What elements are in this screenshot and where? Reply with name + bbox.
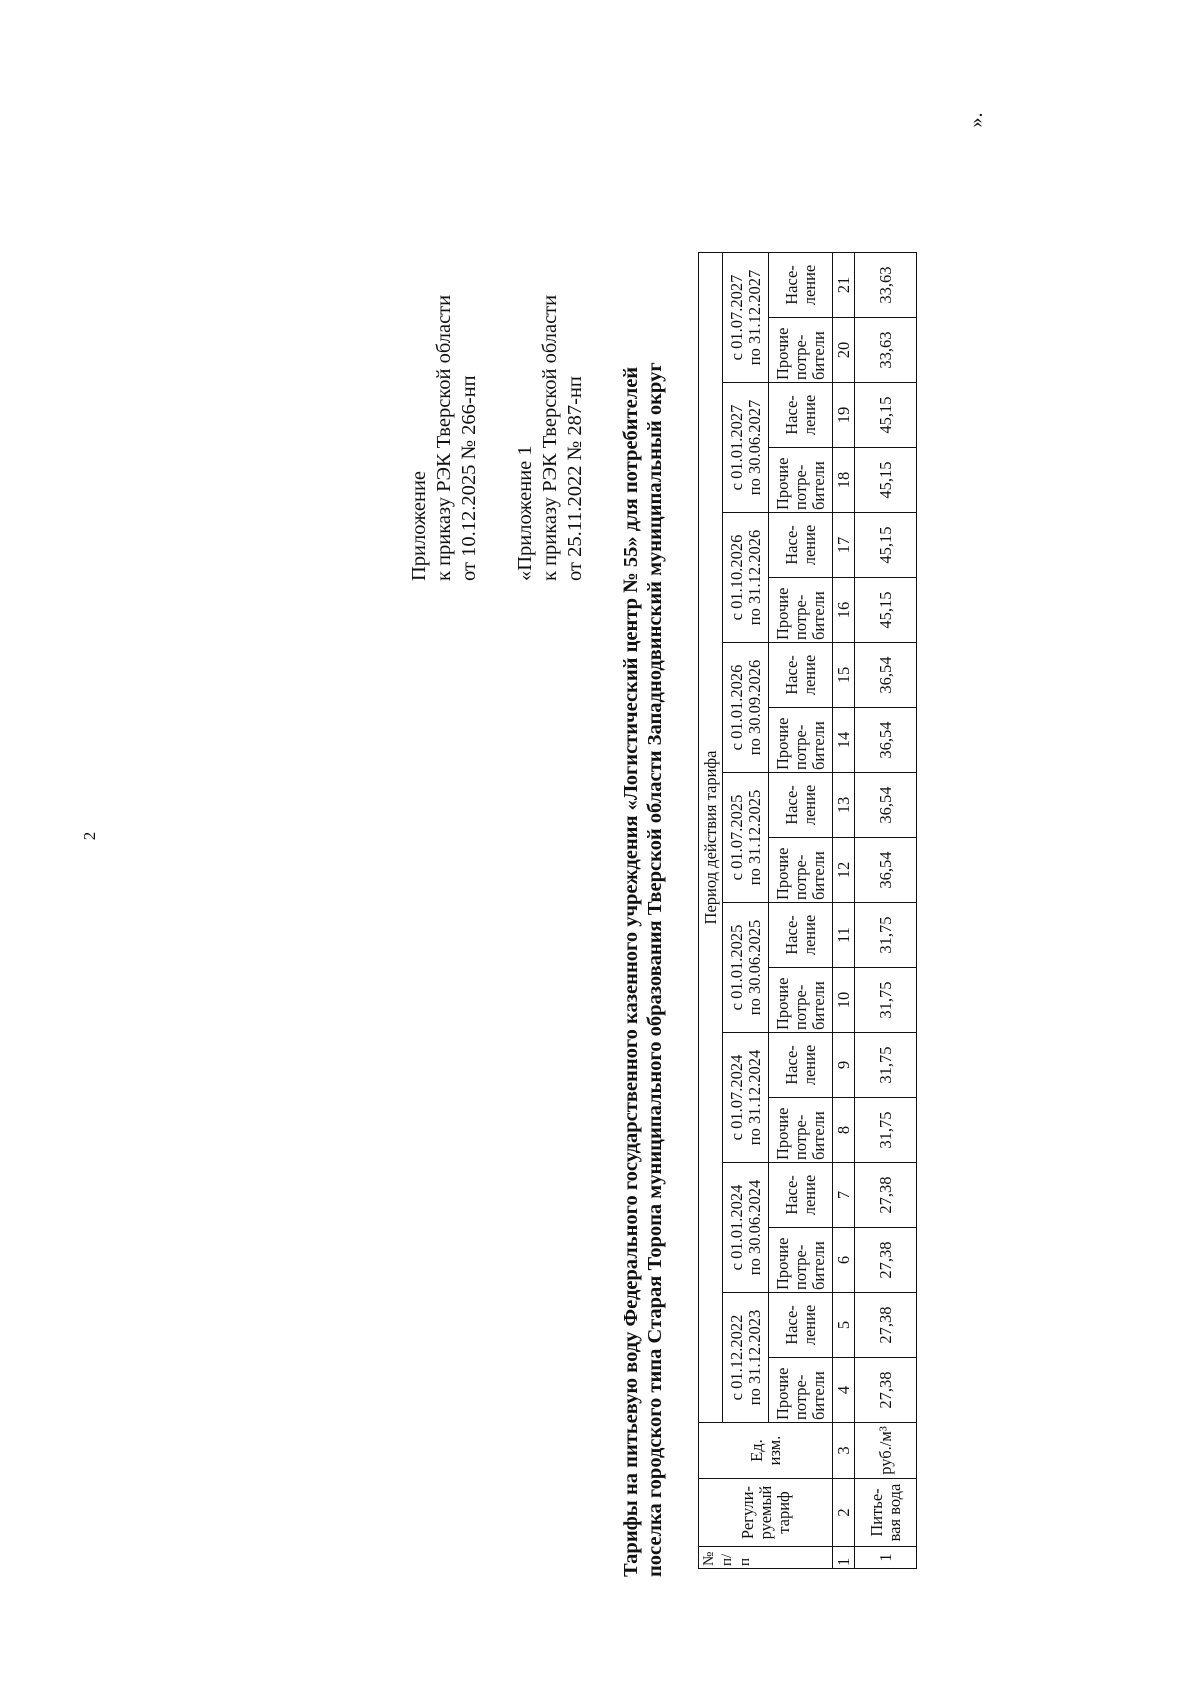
subheader-population: Насе- ление (769, 513, 833, 578)
period-header (723, 643, 769, 773)
subheader-other-consumers: Прочие потре- бители (769, 1228, 833, 1293)
subheader-other-consumers: Прочие потре- бители (769, 1358, 833, 1423)
subheader-other-consumers: Прочие потре- бители (769, 838, 833, 903)
tariff-value: 31,75 (855, 903, 917, 968)
tariff-value: 27,38 (855, 1163, 917, 1228)
period-from: с 01.01.2027 (726, 404, 746, 491)
subheader-population: Насе- ление (769, 253, 833, 318)
column-number: 18 (833, 448, 855, 513)
rotated-document-content (365, 105, 985, 1605)
column-number: 11 (833, 903, 855, 968)
column-number: 15 (833, 643, 855, 708)
tariff-value: 31,75 (855, 968, 917, 1033)
column-number: 8 (833, 1098, 855, 1163)
tariff-value: 45,15 (855, 383, 917, 448)
period-header (723, 383, 769, 513)
column-number: 16 (833, 578, 855, 643)
subheader-other-consumers: Прочие потре- бители (769, 708, 833, 773)
column-number: 1 (833, 1547, 855, 1569)
period-header (723, 1163, 769, 1293)
title-line: Тарифы на питьевую воду Федерального государственного казенного учреждения «Логистический центр № 55» для потребителей (620, 366, 642, 1577)
column-number: 4 (833, 1358, 855, 1423)
column-number: 3 (833, 1423, 855, 1479)
period-header (723, 773, 769, 903)
subheader-population: Насе- ление (769, 1163, 833, 1228)
period-from: с 01.01.2025 (726, 924, 746, 1011)
period-to: по 30.06.2027 (744, 399, 764, 496)
period-header (723, 253, 769, 383)
tariff-value: 31,75 (855, 1033, 917, 1098)
header-no: № п/п (699, 1547, 833, 1569)
appendix-line: от 10.12.2025 № 266-нп (458, 375, 480, 581)
subheader-population: Насе- ление (769, 1033, 833, 1098)
page-number: 2 (80, 831, 99, 841)
column-number: 13 (833, 773, 855, 838)
tariff-value: 31,75 (855, 1098, 917, 1163)
column-number: 2 (833, 1479, 855, 1547)
period-from: с 01.10.2026 (726, 534, 746, 621)
subheader-other-consumers: Прочие потре- бители (769, 318, 833, 383)
tariff-value: 33,63 (855, 318, 917, 383)
column-number: 17 (833, 513, 855, 578)
column-number: 10 (833, 968, 855, 1033)
tariff-value: 27,38 (855, 1228, 917, 1293)
column-number: 12 (833, 838, 855, 903)
subheader-population: Насе- ление (769, 643, 833, 708)
period-header (723, 1033, 769, 1163)
period-from: с 01.12.2022 (726, 1314, 746, 1401)
tariff-value: 45,15 (855, 448, 917, 513)
column-number: 7 (833, 1163, 855, 1228)
period-to: по 30.06.2025 (744, 919, 764, 1016)
period-header (723, 903, 769, 1033)
subheader-other-consumers: Прочие потре- бители (769, 1098, 833, 1163)
row-unit: руб./м³ (855, 1423, 917, 1479)
period-to: по 31.12.2023 (744, 1309, 764, 1406)
period-from: с 01.07.2024 (726, 1054, 746, 1141)
tariff-value: 36,54 (855, 838, 917, 903)
header-period: Период действия тарифа (699, 253, 723, 1423)
subheader-other-consumers: Прочие потре- бители (769, 578, 833, 643)
appendix-line: к приказу РЭК Тверской области (433, 294, 455, 581)
header-regulated-tariff: Регули- руемый тариф (699, 1479, 833, 1547)
period-from: с 01.01.2026 (726, 664, 746, 751)
row-tariff-name: Питье- вая вода (855, 1479, 917, 1547)
original-appendix-line: от 25.11.2022 № 287-нп (564, 376, 586, 581)
subheader-other-consumers: Прочие потре- бители (769, 448, 833, 513)
subheader-other-consumers: Прочие потре- бители (769, 968, 833, 1033)
period-from: с 01.01.2024 (726, 1184, 746, 1271)
column-number: 21 (833, 253, 855, 318)
period-header (723, 513, 769, 643)
tariff-value: 45,15 (855, 513, 917, 578)
row-no: 1 (855, 1547, 917, 1569)
column-number: 14 (833, 708, 855, 773)
column-number: 5 (833, 1293, 855, 1358)
subheader-population: Насе- ление (769, 383, 833, 448)
column-number: 6 (833, 1228, 855, 1293)
tariff-value: 27,38 (855, 1358, 917, 1423)
document-title (619, 362, 667, 1577)
column-number: 19 (833, 383, 855, 448)
period-to: по 31.12.2026 (744, 529, 764, 626)
period-to: по 31.12.2027 (744, 269, 764, 366)
original-appendix-line: к приказу РЭК Тверской области (539, 294, 561, 581)
tariff-value: 33,63 (855, 253, 917, 318)
period-to: по 30.09.2026 (744, 659, 764, 756)
period-to: по 31.12.2025 (744, 789, 764, 886)
table-row (855, 253, 917, 1569)
tariff-value: 45,15 (855, 578, 917, 643)
tariff-value: 36,54 (855, 773, 917, 838)
tariff-value: 27,38 (855, 1293, 917, 1358)
appendix-line: Приложение (408, 470, 430, 581)
original-appendix-line: «Приложение 1 (514, 445, 536, 581)
column-number: 9 (833, 1033, 855, 1098)
period-to: по 31.12.2024 (744, 1049, 764, 1146)
period-from: с 01.07.2027 (726, 274, 746, 361)
title-line: поселка городского типа Старая Торопа муниципального образования Тверской области Западнодвинский муниципальный округ (644, 362, 666, 1577)
tariff-value: 36,54 (855, 708, 917, 773)
subheader-population: Насе- ление (769, 903, 833, 968)
period-from: с 01.07.2025 (726, 794, 746, 881)
subheader-population: Насе- ление (769, 773, 833, 838)
table-header-row (699, 253, 723, 1569)
tariff-value: 36,54 (855, 643, 917, 708)
period-header (723, 1293, 769, 1423)
period-to: по 30.06.2024 (744, 1179, 764, 1276)
appendix-header (407, 111, 588, 581)
subheader-population: Насе- ление (769, 1293, 833, 1358)
tariff-table (698, 252, 917, 1569)
column-number: 20 (833, 318, 855, 383)
header-unit: Ед. изм. (699, 1423, 833, 1479)
closing-quote: ». (965, 112, 987, 128)
